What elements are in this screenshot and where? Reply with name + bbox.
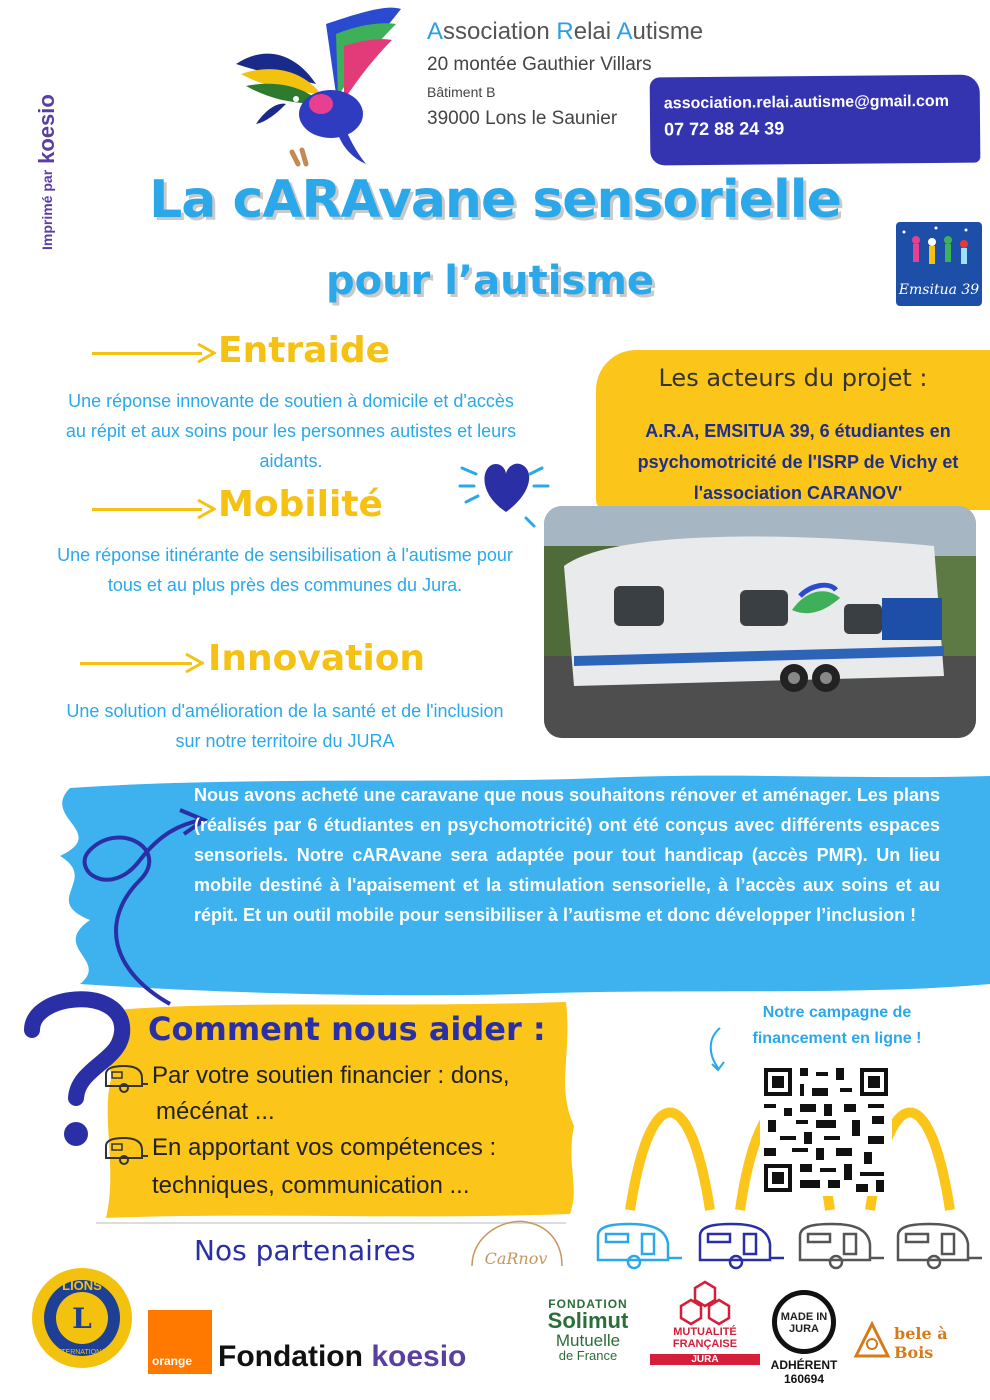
solimut-france-text: de France [558,1348,618,1363]
lions-sub-text: INTERNATIONAL [54,1349,110,1356]
project-description: Nous avons acheté une caravane que nous souhaitons rénover et aménager. Les plans (réalisés par 6 étudiantes en psychomotricité) ont été conçus avec différents espaces sensoriels. Notre cARAvane sera adaptée pour tout handicap (accès PMR). Un lieu mobile destiné à l'apaisement et la stimulation sensorielle, à l’accès aux soins et au répit. Et un outil mobile pour sensibiliser à l’autisme et donc développer l’inclusion ! [194,785,940,925]
mutualite-text: MUTUALITÉ FRANÇAISE [672,1326,738,1350]
caravan-icon [102,1136,148,1166]
section-heading-entraide: Entraide [218,330,391,371]
solimut-mutuelle-text: Mutuelle [555,1331,621,1350]
arrow-head-icon [196,342,216,364]
lions-text: LIONS [62,1278,102,1293]
help-item-skills-line1: En apportant vos compétences : [152,1134,497,1161]
caravan-outline-icon [898,1224,982,1268]
adherent-label [762,1358,846,1386]
section-heading-mobilite: Mobilité [218,484,383,525]
section-text-entraide: Une réponse innovante de soutien à domicile et d'accès au répit et aux soins pour les personnes autistes et leurs aidants. [65,391,517,471]
carnov-logo [466,1214,568,1276]
made-jura-text: JURA [789,1323,819,1335]
solimut-text: Solimut [547,1308,629,1333]
main-subtitle: pour l’autisme [325,258,655,304]
help-item-financial-line1: Par votre soutien financier : dons, [152,1062,510,1089]
contact-phone[interactable]: 07 72 88 24 39 [663,118,785,140]
adherent-number: 160694 [783,1372,825,1386]
adherent-text: ADHÉRENT [770,1358,838,1372]
fondation-koesio-logo: Fondation koesio [218,1340,467,1373]
bird-logo [226,4,406,174]
section-text-innovation: Une solution d'amélioration de la santé et de l'inclusion sur notre territoire du JURA [66,701,504,751]
koesio-brand: koesio [34,94,59,164]
caravan-photo [544,506,976,738]
printed-by-text: Imprimé par [39,169,55,250]
qr-code[interactable] [760,1064,892,1196]
section-heading-innovation: Innovation [208,638,426,679]
entraide-arrow [92,352,202,355]
caravan-outline-icon [700,1224,784,1268]
bele-a-bois-icon [852,1316,892,1360]
actors-title: Les acteurs du projet : [658,364,928,392]
association-name: Association Relai Autisme [427,18,704,45]
contact-email[interactable]: association.relai.autisme@gmail.com [663,92,949,113]
curved-arrow-icon [704,1024,734,1074]
solimut-logo [538,1298,638,1362]
heart-icon [456,440,556,530]
campaign-text: Notre campagne de financement en ligne ! [752,1004,922,1047]
help-item-skills-line2: techniques, communication ... [152,1172,470,1199]
caravan-photo-drawing [544,506,976,738]
carnov-text: CaRnov [484,1249,548,1268]
made-in-jura-badge [772,1290,836,1354]
contact-box [650,75,981,166]
partners-title: Nos partenaires [194,1234,416,1267]
bele-a-bois-text: bele à Bois [894,1324,948,1362]
swirl-arrow-icon [80,790,210,1010]
caravan-outlines-row [592,1218,988,1274]
svg-text:L: L [72,1302,92,1335]
address-city: 39000 Lons le Saunier [427,108,618,129]
lions-logo [30,1266,134,1370]
address-street: 20 montée Gauthier Villars [427,54,652,75]
caravan-icon [102,1064,148,1094]
arrow-head-icon [196,498,216,520]
actors-text: A.R.A, EMSITUA 39, 6 étudiantes en psychomotricité de l'ISRP de Vichy et l'association CARANOV' [637,421,959,503]
hexagon-cluster-icon [678,1280,732,1326]
help-item-financial-line2: mécénat ... [156,1098,275,1125]
emsitua-logo [896,222,982,306]
orange-text: orange [152,1354,193,1368]
orange-logo [148,1310,212,1374]
help-title: Comment nous aider : [148,1010,546,1048]
mutualite-francaise-logo [650,1280,760,1365]
made-in-text: MADE IN [780,1311,828,1323]
caravan-outline-icon [800,1224,884,1268]
solimut-fondation-text: FONDATION [548,1297,628,1311]
mutualite-region: JURA [650,1354,760,1365]
main-title: La cARAvane sensorielle [149,170,841,230]
mobilite-arrow [92,508,202,511]
arrow-head-icon [184,652,204,674]
emsitua-figures-icon [896,222,982,282]
address-building: Bâtiment B [427,84,496,100]
innovation-arrow [80,662,192,665]
caravan-outline-icon [598,1224,682,1268]
section-text-mobilite: Une réponse itinérante de sensibilisation à l'autisme pour tous et au plus près des communes du Jura. [57,545,513,595]
emsitua-logo-label: Emsitua 39 [898,282,980,298]
